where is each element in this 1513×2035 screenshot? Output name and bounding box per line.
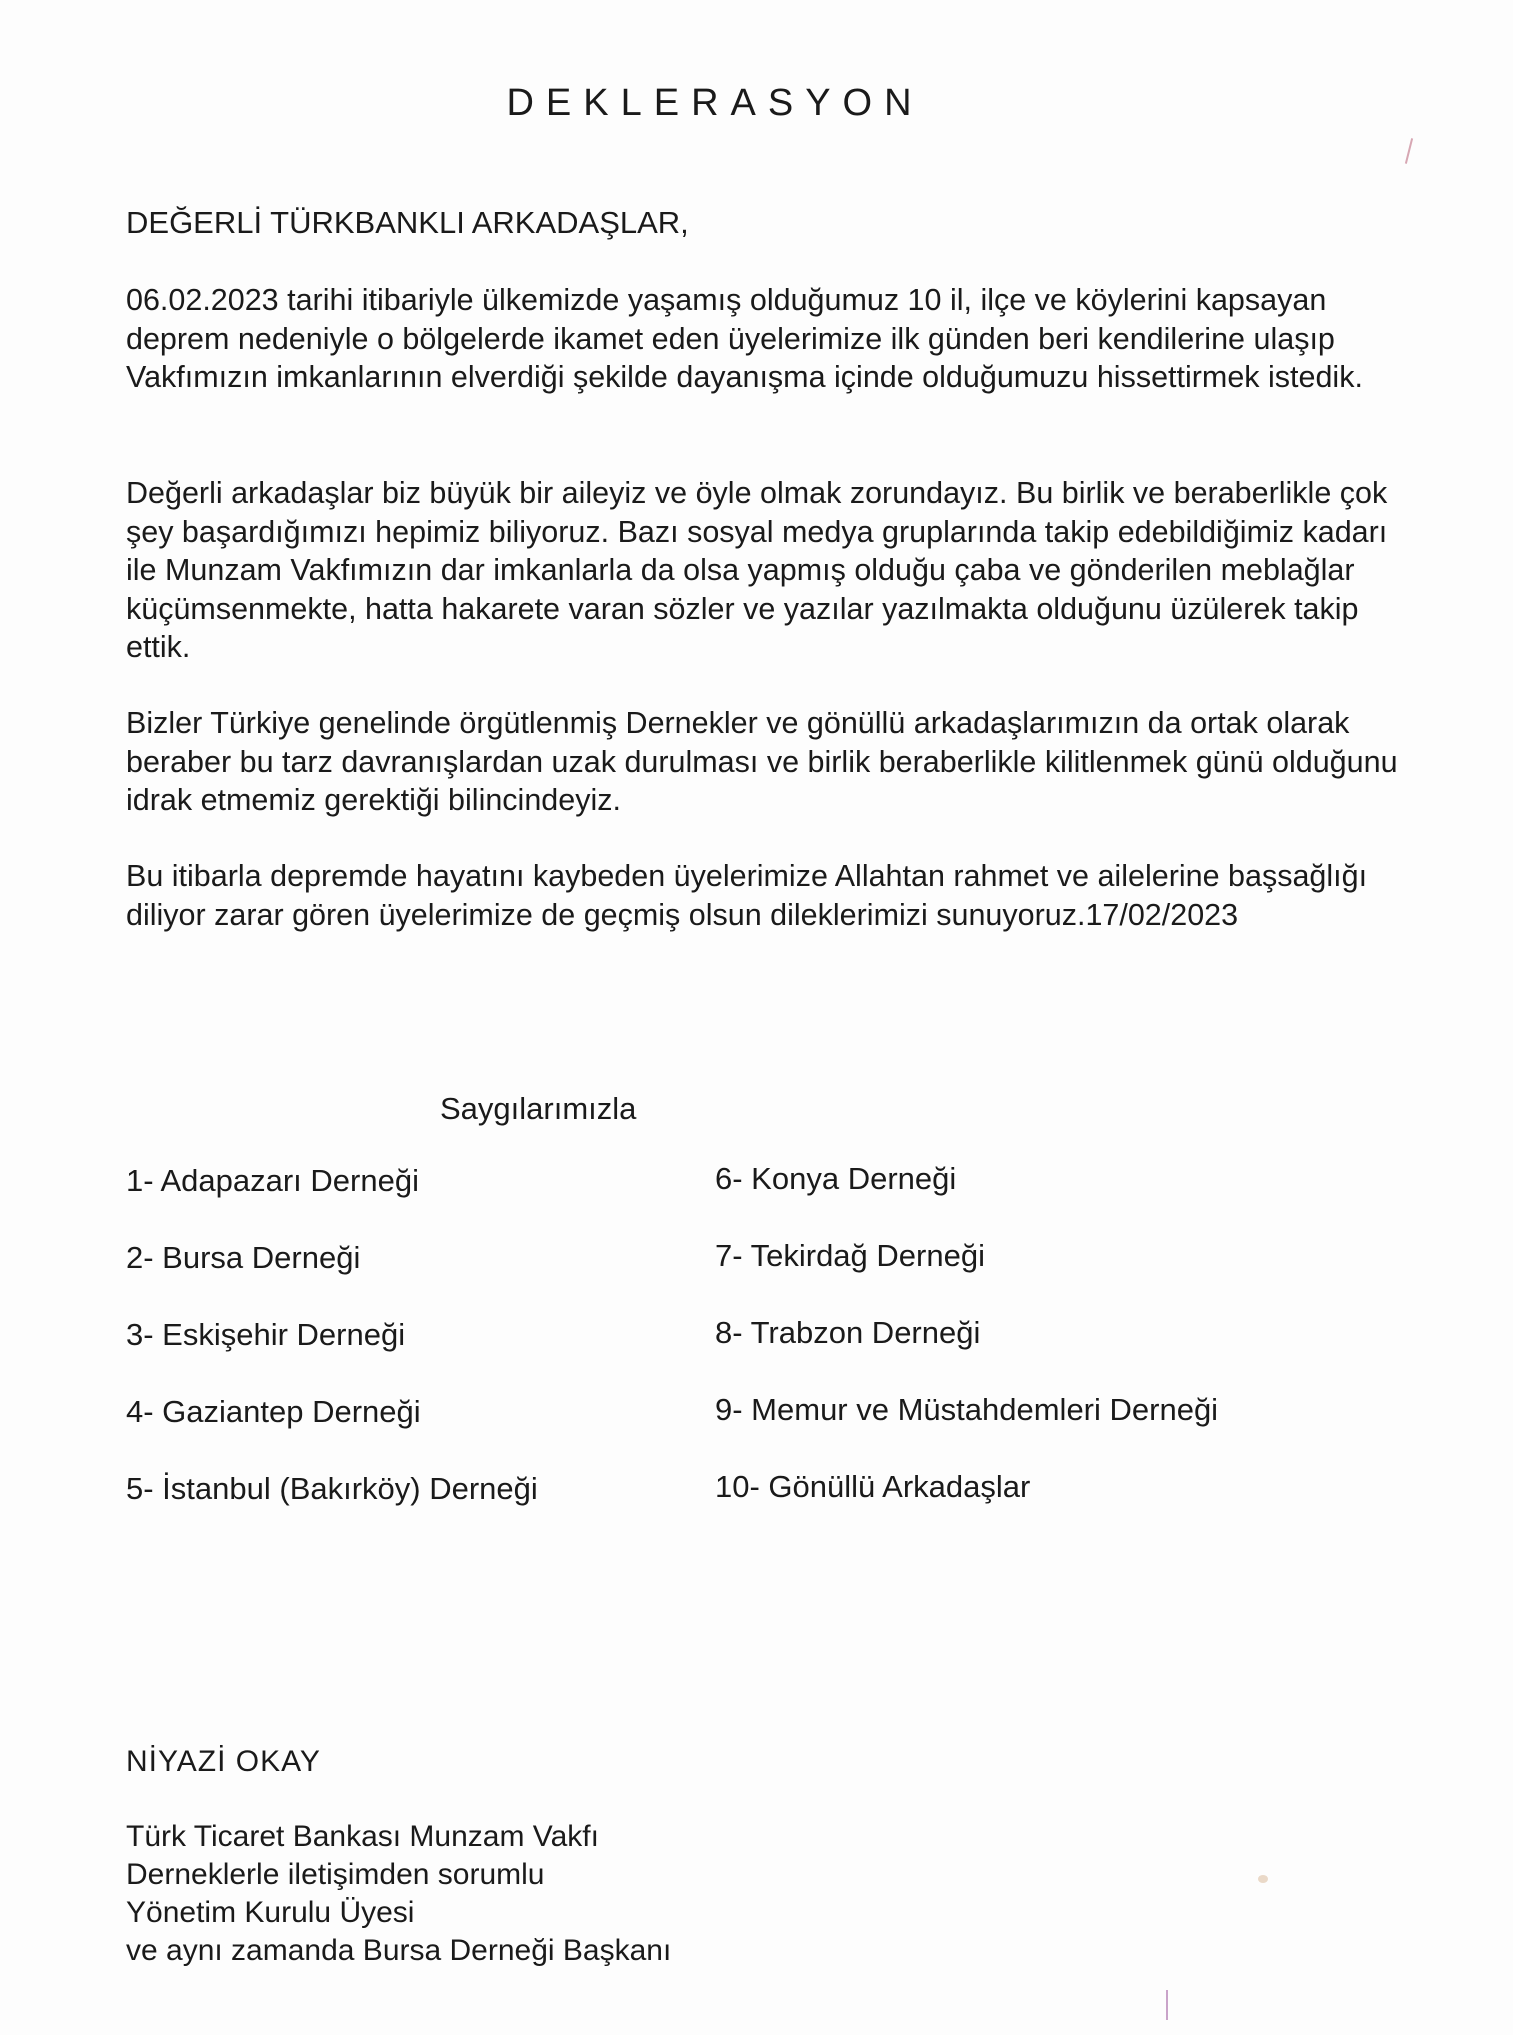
scan-mark <box>1258 1875 1268 1883</box>
signer-title-line: Yönetim Kurulu Üyesi <box>126 1896 415 1929</box>
scan-mark <box>1405 138 1413 164</box>
association-item: 1- Adapazarı Derneği <box>126 1163 419 1198</box>
association-item: 6- Konya Derneği <box>715 1161 957 1196</box>
association-item: 9- Memur ve Müstahdemleri Derneği <box>715 1392 1219 1427</box>
paragraph-1: 06.02.2023 tarihi itibariyle ülkemizde yaşamış olduğumuz 10 il, ilçe ve köylerini kapsayan deprem nedeniyle o bölgelerde ikamet eden üyelerimize ilk günden beri kendilerine ulaşıp Vakfımızın imkanlarının elverdiği şekilde dayanışma içinde olduğumuzu hissettirmek istedik. <box>126 283 1363 394</box>
association-item: 5- İstanbul (Bakırköy) Derneği <box>126 1471 538 1506</box>
paragraph-3: Bizler Türkiye genelinde örgütlenmiş Dernekler ve gönüllü arkadaşlarımızın da ortak olarak beraber bu tarz davranışlardan uzak durulması ve birlik beraberlikle kilitlenmek günü olduğunu idrak etmemiz gerektiği bilincindeyiz. <box>126 706 1398 817</box>
association-item: 8- Trabzon Derneği <box>715 1315 981 1350</box>
association-item: 3- Eskişehir Derneği <box>126 1317 406 1352</box>
scan-mark <box>1166 1990 1168 2020</box>
closing-regards: Saygılarımızla <box>440 1091 637 1126</box>
association-item: 2- Bursa Derneği <box>126 1240 361 1275</box>
association-item: 4- Gaziantep Derneği <box>126 1394 421 1429</box>
salutation: DEĞERLİ TÜRKBANKLI ARKADAŞLAR, <box>126 205 689 240</box>
signer-name: NİYAZİ OKAY <box>126 1745 321 1778</box>
paragraph-4: Bu itibarla depremde hayatını kaybeden üyelerimize Allahtan rahmet ve ailelerine başsağlığı diliyor zarar gören üyelerimize de geçmiş olsun dileklerimizi sunuyoruz.17/02/2023 <box>126 859 1368 932</box>
paragraph-2: Değerli arkadaşlar biz büyük bir aileyiz ve öyle olmak zorundayız. Bu birlik ve beraberlikle çok şey başardığımızı hepimiz biliyoruz. Bazı sosyal medya gruplarında takip edebildiğimiz kadarı ile Munzam Vakfımızın dar imkanlarla da olsa yapmış olduğu çaba ve gönderilen meblağlar küçümsenmekte, hatta hakarete varan sözler ve yazılar yazılmakta olduğunu üzülerek takip ettik. <box>126 476 1388 664</box>
signer-title-line: Türk Ticaret Bankası Munzam Vakfı <box>126 1820 599 1853</box>
signer-title-block <box>126 1818 671 1970</box>
signer-title-line: ve aynı zamanda Bursa Derneği Başkanı <box>126 1934 672 1967</box>
signer-title-line: Derneklerle iletişimden sorumlu <box>126 1858 545 1891</box>
association-item: 7- Tekirdağ Derneği <box>715 1238 985 1273</box>
association-item: 10- Gönüllü Arkadaşlar <box>715 1469 1031 1504</box>
document-title: DEKLERASYON <box>506 82 924 124</box>
